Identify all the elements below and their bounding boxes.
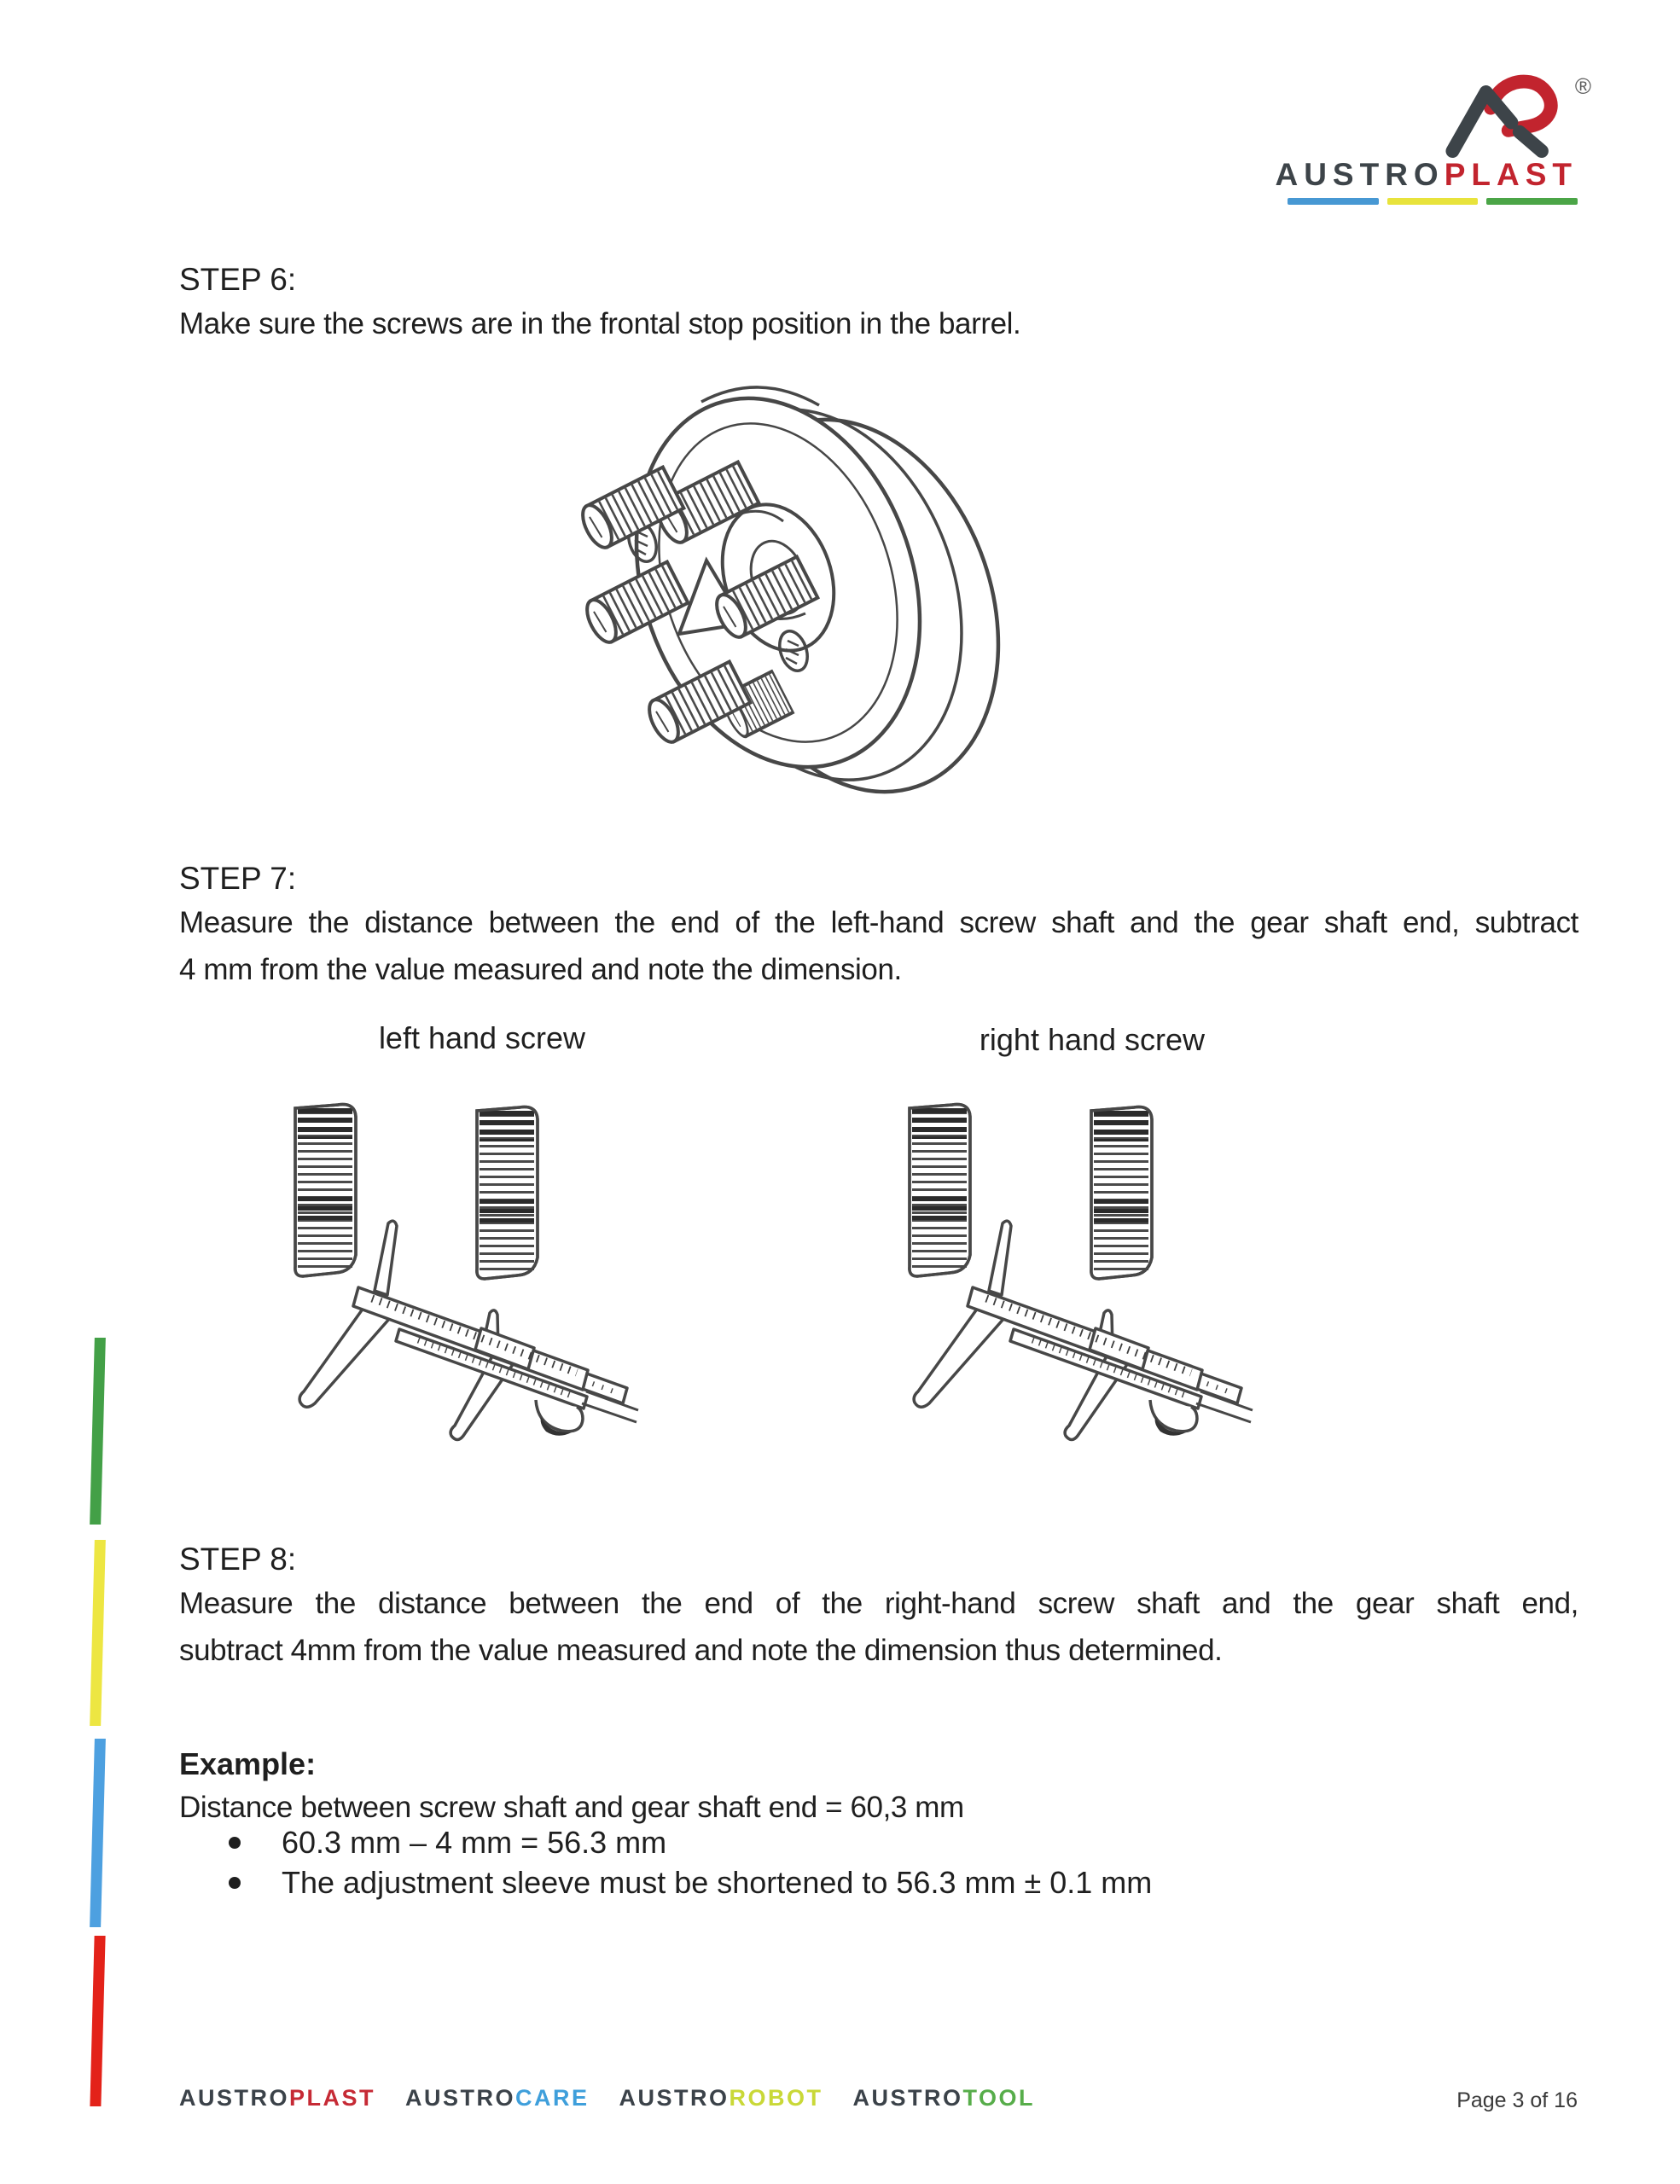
logo-wordmark-suffix: PLAST: [1444, 157, 1578, 192]
underline-blue-segment: [1288, 198, 1379, 205]
underline-yellow-segment: [1387, 198, 1479, 205]
left-hand-screw-caliper-illustration: [196, 1071, 725, 1476]
step8-body: Measure the distance between the end of the right-hand screw shaft and the gear shaft end, subtract 4mm from the value measured and note the dimension thus determined.: [179, 1587, 1578, 1667]
example-intro: Distance between screw shaft and gear shaft end = 60,3 mm: [179, 1791, 964, 1824]
page-indicator: Page 3 of 16: [1456, 2088, 1578, 2112]
austroplast-logo: [1275, 61, 1591, 215]
barrel-frontal-stop-illustration: [478, 363, 1007, 802]
logo-wordmark: [1275, 157, 1578, 193]
footer-brand-austrocare: AUSTROCARE: [405, 2085, 590, 2111]
step7-title: STEP 7:: [179, 861, 297, 896]
margin-bar-green: [90, 1338, 106, 1525]
bullet-icon: [229, 1837, 241, 1849]
registered-trademark: ®: [1574, 73, 1591, 99]
step8-title: STEP 8:: [179, 1542, 297, 1577]
logo-underline: [1288, 198, 1578, 205]
underline-green-segment: [1486, 198, 1578, 205]
margin-bar-red: [90, 1936, 105, 2106]
step7-body: Measure the distance between the end of the left-hand screw shaft and the gear shaft end, subtract 4 mm from the value measured and note the dimension.: [179, 906, 1578, 986]
right-hand-screw-caliper-illustration: [811, 1071, 1340, 1476]
margin-bar-yellow: [90, 1540, 106, 1726]
example-title: Example:: [179, 1746, 317, 1781]
right-hand-screw-label: right hand screw: [979, 1022, 1206, 1057]
footer-brand-strip: [179, 2085, 1057, 2111]
footer-brand-austroplast: AUSTROPLAST: [179, 2085, 376, 2111]
example-bullet-1: 60.3 mm – 4 mm = 56.3 mm: [229, 1823, 1509, 1862]
austroplast-logo-mark: [1441, 68, 1569, 164]
footer-brand-austrotool: AUSTROTOOL: [852, 2085, 1036, 2111]
logo-wordmark-prefix: AUSTRO: [1275, 157, 1445, 192]
example-bullet-2: The adjustment sleeve must be shortened to 56.3 mm ± 0.1 mm: [229, 1863, 1509, 1902]
step6-title: STEP 6:: [179, 262, 297, 297]
left-hand-screw-label: left hand screw: [378, 1020, 586, 1055]
bullet-icon: [229, 1877, 241, 1889]
footer-brand-austrorobot: AUSTROROBOT: [619, 2085, 823, 2111]
step6-body: Make sure the screws are in the frontal stop position in the barrel.: [179, 307, 1021, 340]
margin-bar-blue: [90, 1739, 106, 1927]
